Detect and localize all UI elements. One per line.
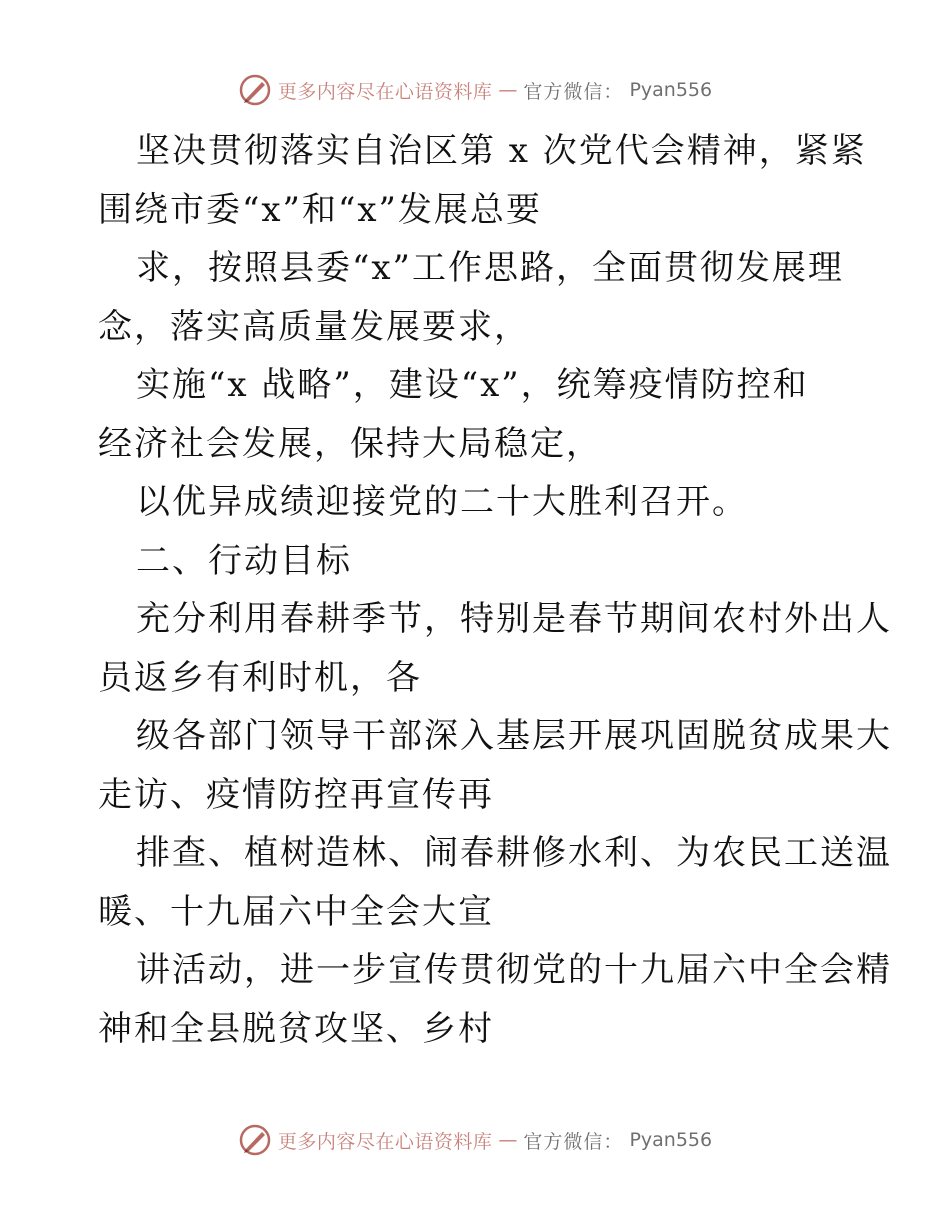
- banner-wechat-id: Pyan556: [629, 79, 713, 101]
- banner-main-text: 更多内容尽在心语资料库: [277, 1130, 493, 1153]
- banner-main-text: 更多内容尽在心语资料库: [277, 80, 493, 103]
- text-line: 员返乡有利时机，各: [98, 657, 422, 698]
- text-line: 念，落实高质量发展要求，: [98, 306, 530, 347]
- text-line: 二、行动目标: [136, 540, 352, 581]
- banner-wechat-id: Pyan556: [629, 1129, 713, 1151]
- banner-wechat-label: 官方微信：: [523, 80, 624, 103]
- text-line: 以优异成绩迎接党的二十大胜利召开。: [136, 482, 748, 522]
- banner-separator: —: [498, 79, 518, 101]
- text-line: 求，按照县委“x”工作思路，全面贯彻发展理: [136, 248, 844, 288]
- text-line: 走访、疫情防控再宣传再: [98, 774, 494, 815]
- banner-separator: —: [498, 1129, 518, 1151]
- text-line: 暖、十九届六中全会大宣: [98, 891, 494, 932]
- banner-wechat-label: 官方微信：: [523, 1130, 624, 1153]
- text-line: 围绕市委“x”和“x”发展总要: [98, 189, 542, 230]
- footer-banner: [0, 1120, 950, 1160]
- text-line: 坚决贯彻落实自治区第 x 次党代会精神，紧紧: [136, 131, 867, 171]
- text-line: 神和全县脱贫攻坚、乡村: [98, 1008, 494, 1049]
- document-body: [98, 122, 892, 1058]
- text-line: 排查、植树造林、闹春耕修水利、为农民工送温: [136, 833, 892, 873]
- text-line: 充分利用春耕季节，特别是春节期间农村外出人: [136, 599, 892, 639]
- text-line: 实施“x 战略”，建设“x”，统筹疫情防控和: [136, 365, 809, 405]
- pen-logo-icon: [238, 1123, 272, 1157]
- header-banner: [0, 70, 950, 110]
- text-line: 级各部门领导干部深入基层开展巩固脱贫成果大: [136, 716, 892, 756]
- text-line: 经济社会发展，保持大局稳定，: [98, 423, 602, 464]
- pen-logo-icon: [238, 73, 272, 107]
- text-line: 讲活动，进一步宣传贯彻党的十九届六中全会精: [136, 950, 892, 990]
